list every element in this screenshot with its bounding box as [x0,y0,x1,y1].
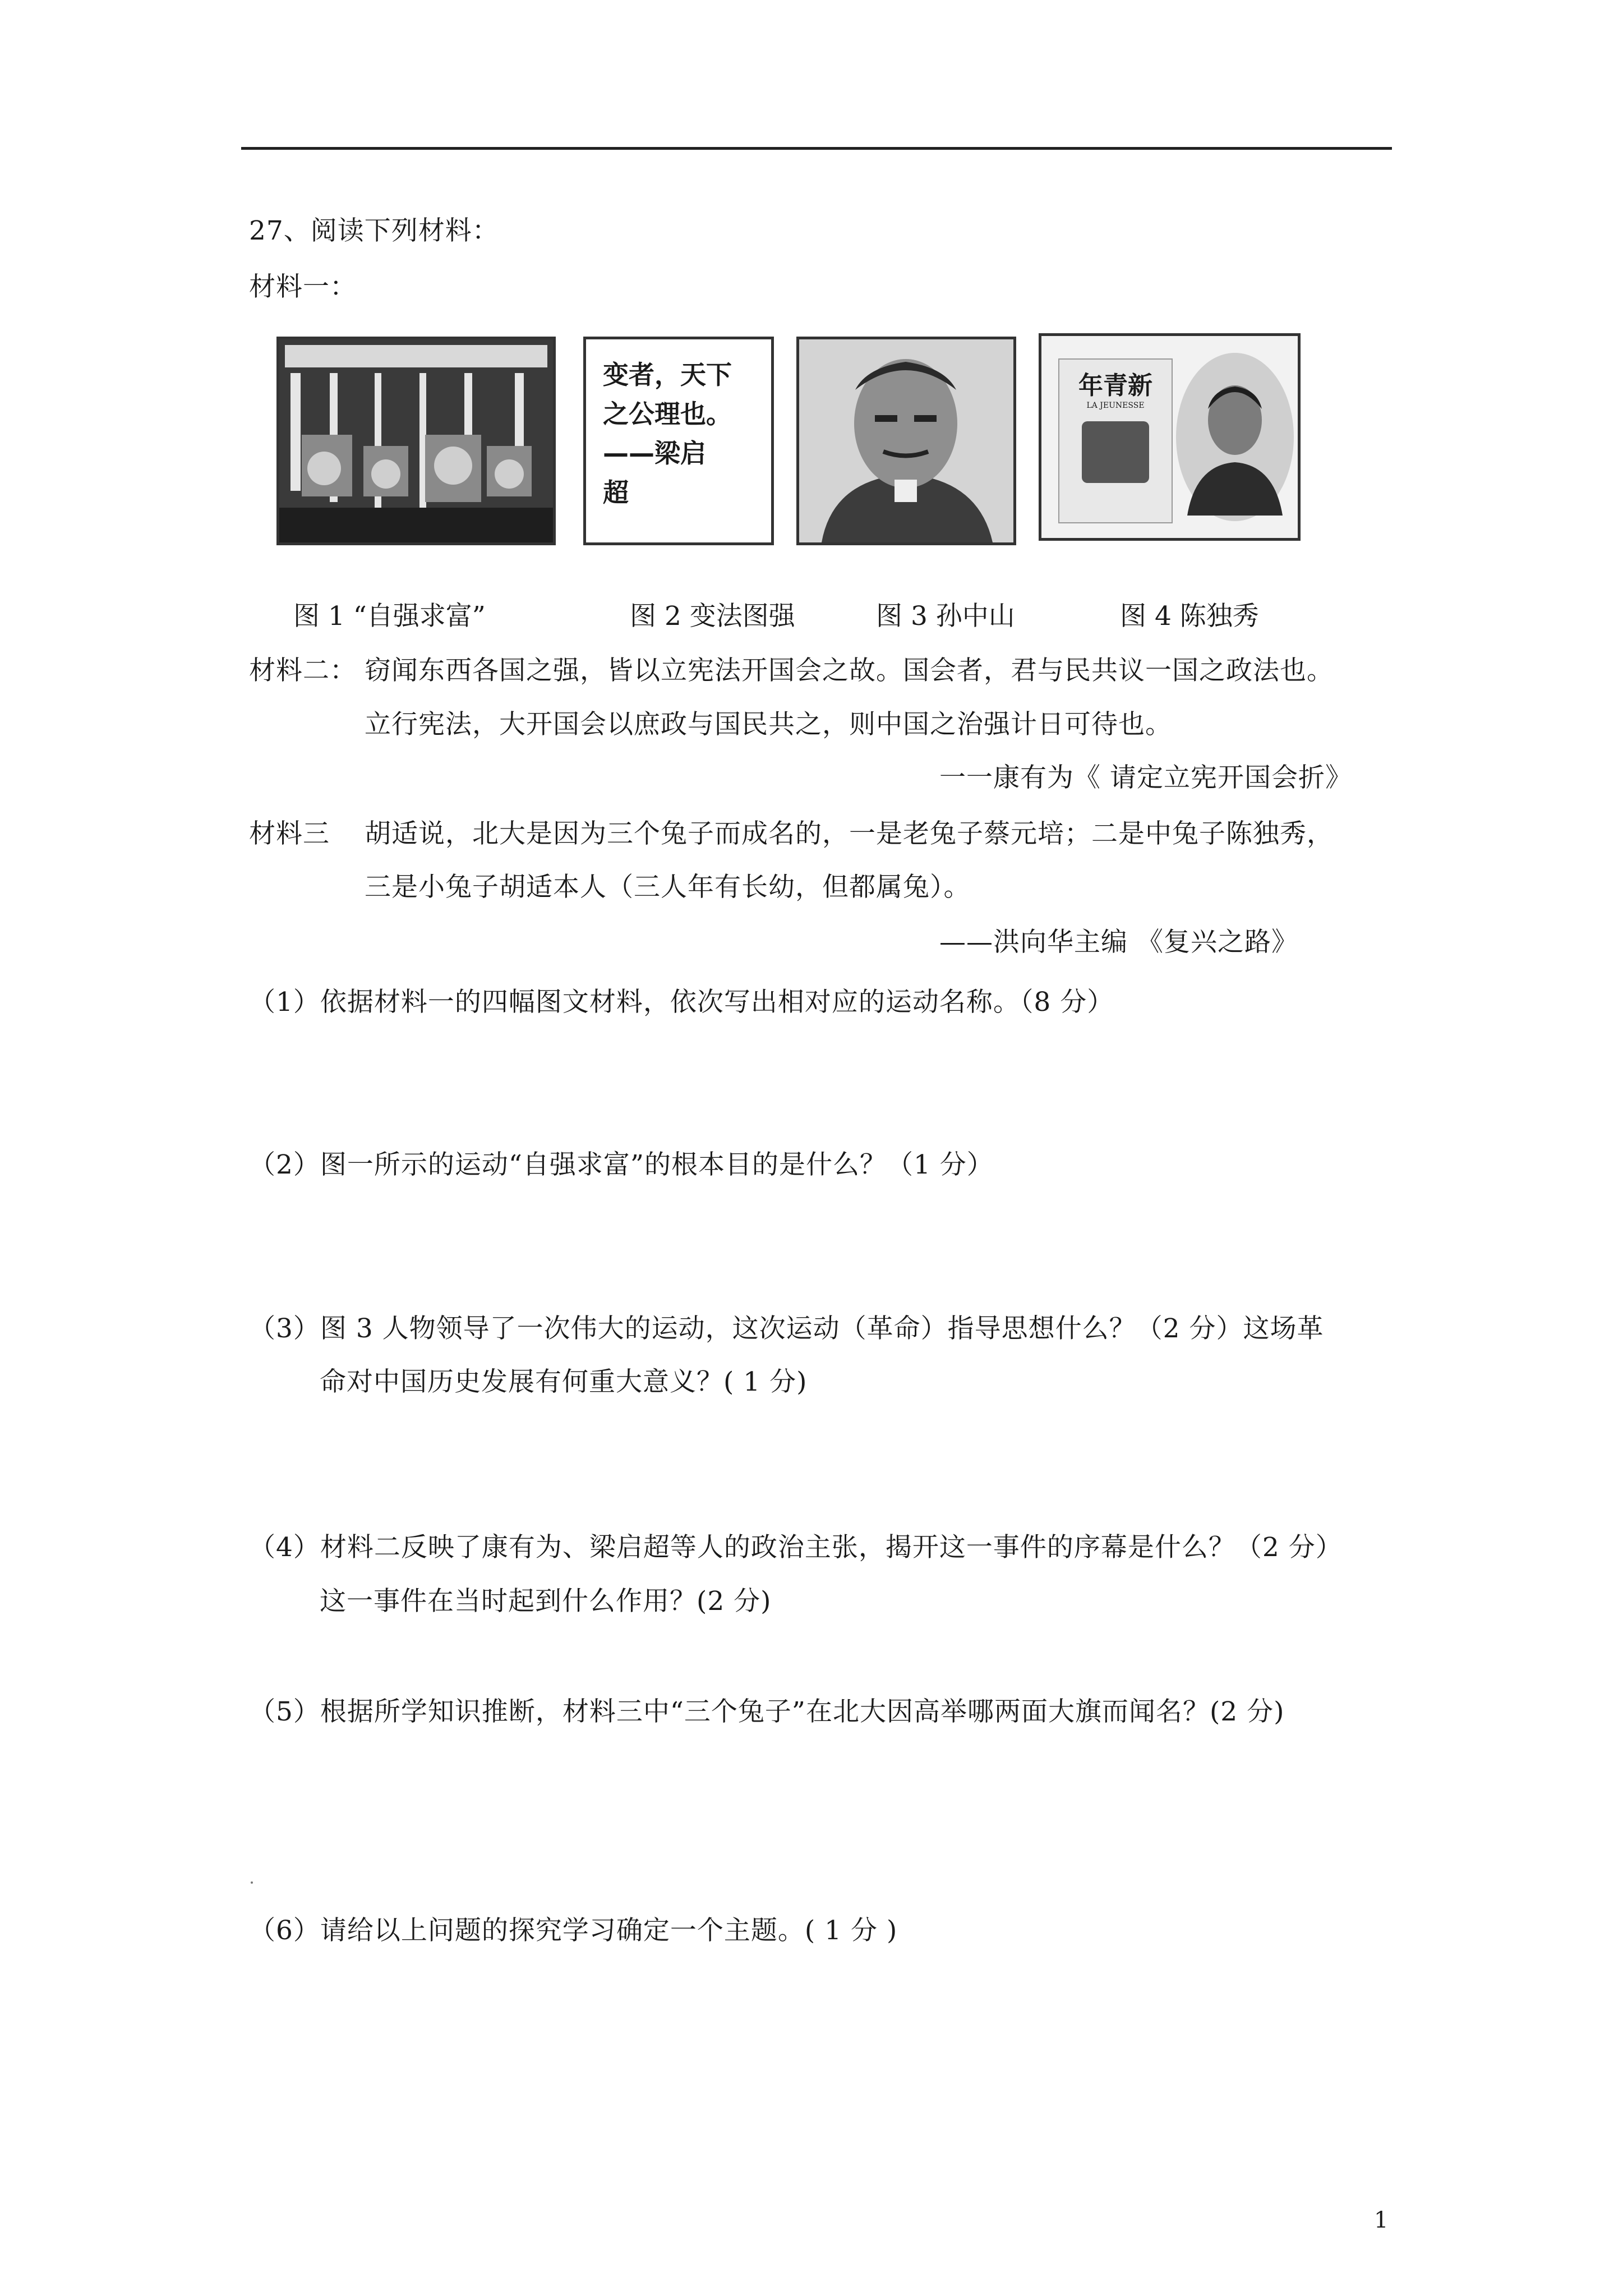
figure2-quote-line3: ——梁启 [603,438,706,468]
figure4-magazine-photo [1039,333,1301,541]
material1-label: 材料一： [249,272,357,302]
header-rule [241,147,1392,150]
question-5: （5）根据所学知识推断，材料三中“三个兔子”在北大因高举哪两面大旗而闻名？(2 分) [249,1696,1285,1727]
figure2-quote-line2: 之公理也。 [603,399,732,429]
chen-duxiu-portrait [1173,347,1297,527]
material3-label: 材料三 [249,818,330,849]
figure3-portrait-photo [796,337,1016,545]
stray-mark [251,1881,253,1884]
magazine-emblem [1082,421,1149,483]
question-4-line1: （4）材料二反映了康有为、梁启超等人的政治主张，揭开这一事件的序幕是什么？（2 分） [249,1532,1343,1563]
figure2-caption: 图 2 变法图强 [630,601,795,632]
figure2-quote-line4: 超 [603,477,629,508]
question-6: （6）请给以上问题的探究学习确定一个主题。( 1 分 ) [249,1915,898,1946]
question-4-line2: 这一事件在当时起到什么作用？(2 分) [320,1586,772,1617]
question-title: 27、阅读下列材料： [249,215,499,246]
magazine-cover [1058,358,1173,523]
material2-source: 一一康有为《 请定立宪开国会折》 [939,762,1352,793]
material2-line2: 立行宪法，大开国会以庶政与国民共之，则中国之治强计日可待也。 [365,709,1172,740]
question-2: （2）图一所示的运动“自强求富”的根本目的是什么？（1 分） [249,1149,994,1180]
figure2-quote-line1: 变者，天下 [603,360,732,390]
figure2-quote-box [583,337,774,545]
page-number: 1 [1374,2207,1389,2233]
magazine-subtitle: LA JEUNESSE [1086,401,1145,410]
figure3-caption: 图 3 孙中山 [876,601,1015,632]
material3-line2: 三是小兔子胡适本人（三人年有长幼，但都属兔）。 [365,872,971,903]
figure1-caption: 图 1 “自强求富” [293,601,486,632]
question-1: （1）依据材料一的四幅图文材料，依次写出相对应的运动名称。（8 分） [249,987,1114,1018]
material3-line1: 胡适说，北大是因为三个兔子而成名的，一是老兔子蔡元培；二是中兔子陈独秀， [365,818,1334,849]
question-3-line2: 命对中国历史发展有何重大意义？( 1 分) [320,1366,808,1397]
magazine-masthead: 年青新 [1078,371,1152,400]
material2-line1: 窃闻东西各国之强，皆以立宪法开国会之故。国会者，君与民共议一国之政法也。 [365,655,1334,686]
material2-label: 材料二： [249,655,357,686]
question-3-line1: （3）图 3 人物领导了一次伟大的运动，这次运动（革命）指导思想什么？（2 分）这场革 [249,1313,1324,1344]
figure4-caption: 图 4 陈独秀 [1120,601,1259,632]
material3-source: ——洪向华主编 《复兴之路》 [939,927,1298,958]
figure1-factory-photo [276,337,556,545]
